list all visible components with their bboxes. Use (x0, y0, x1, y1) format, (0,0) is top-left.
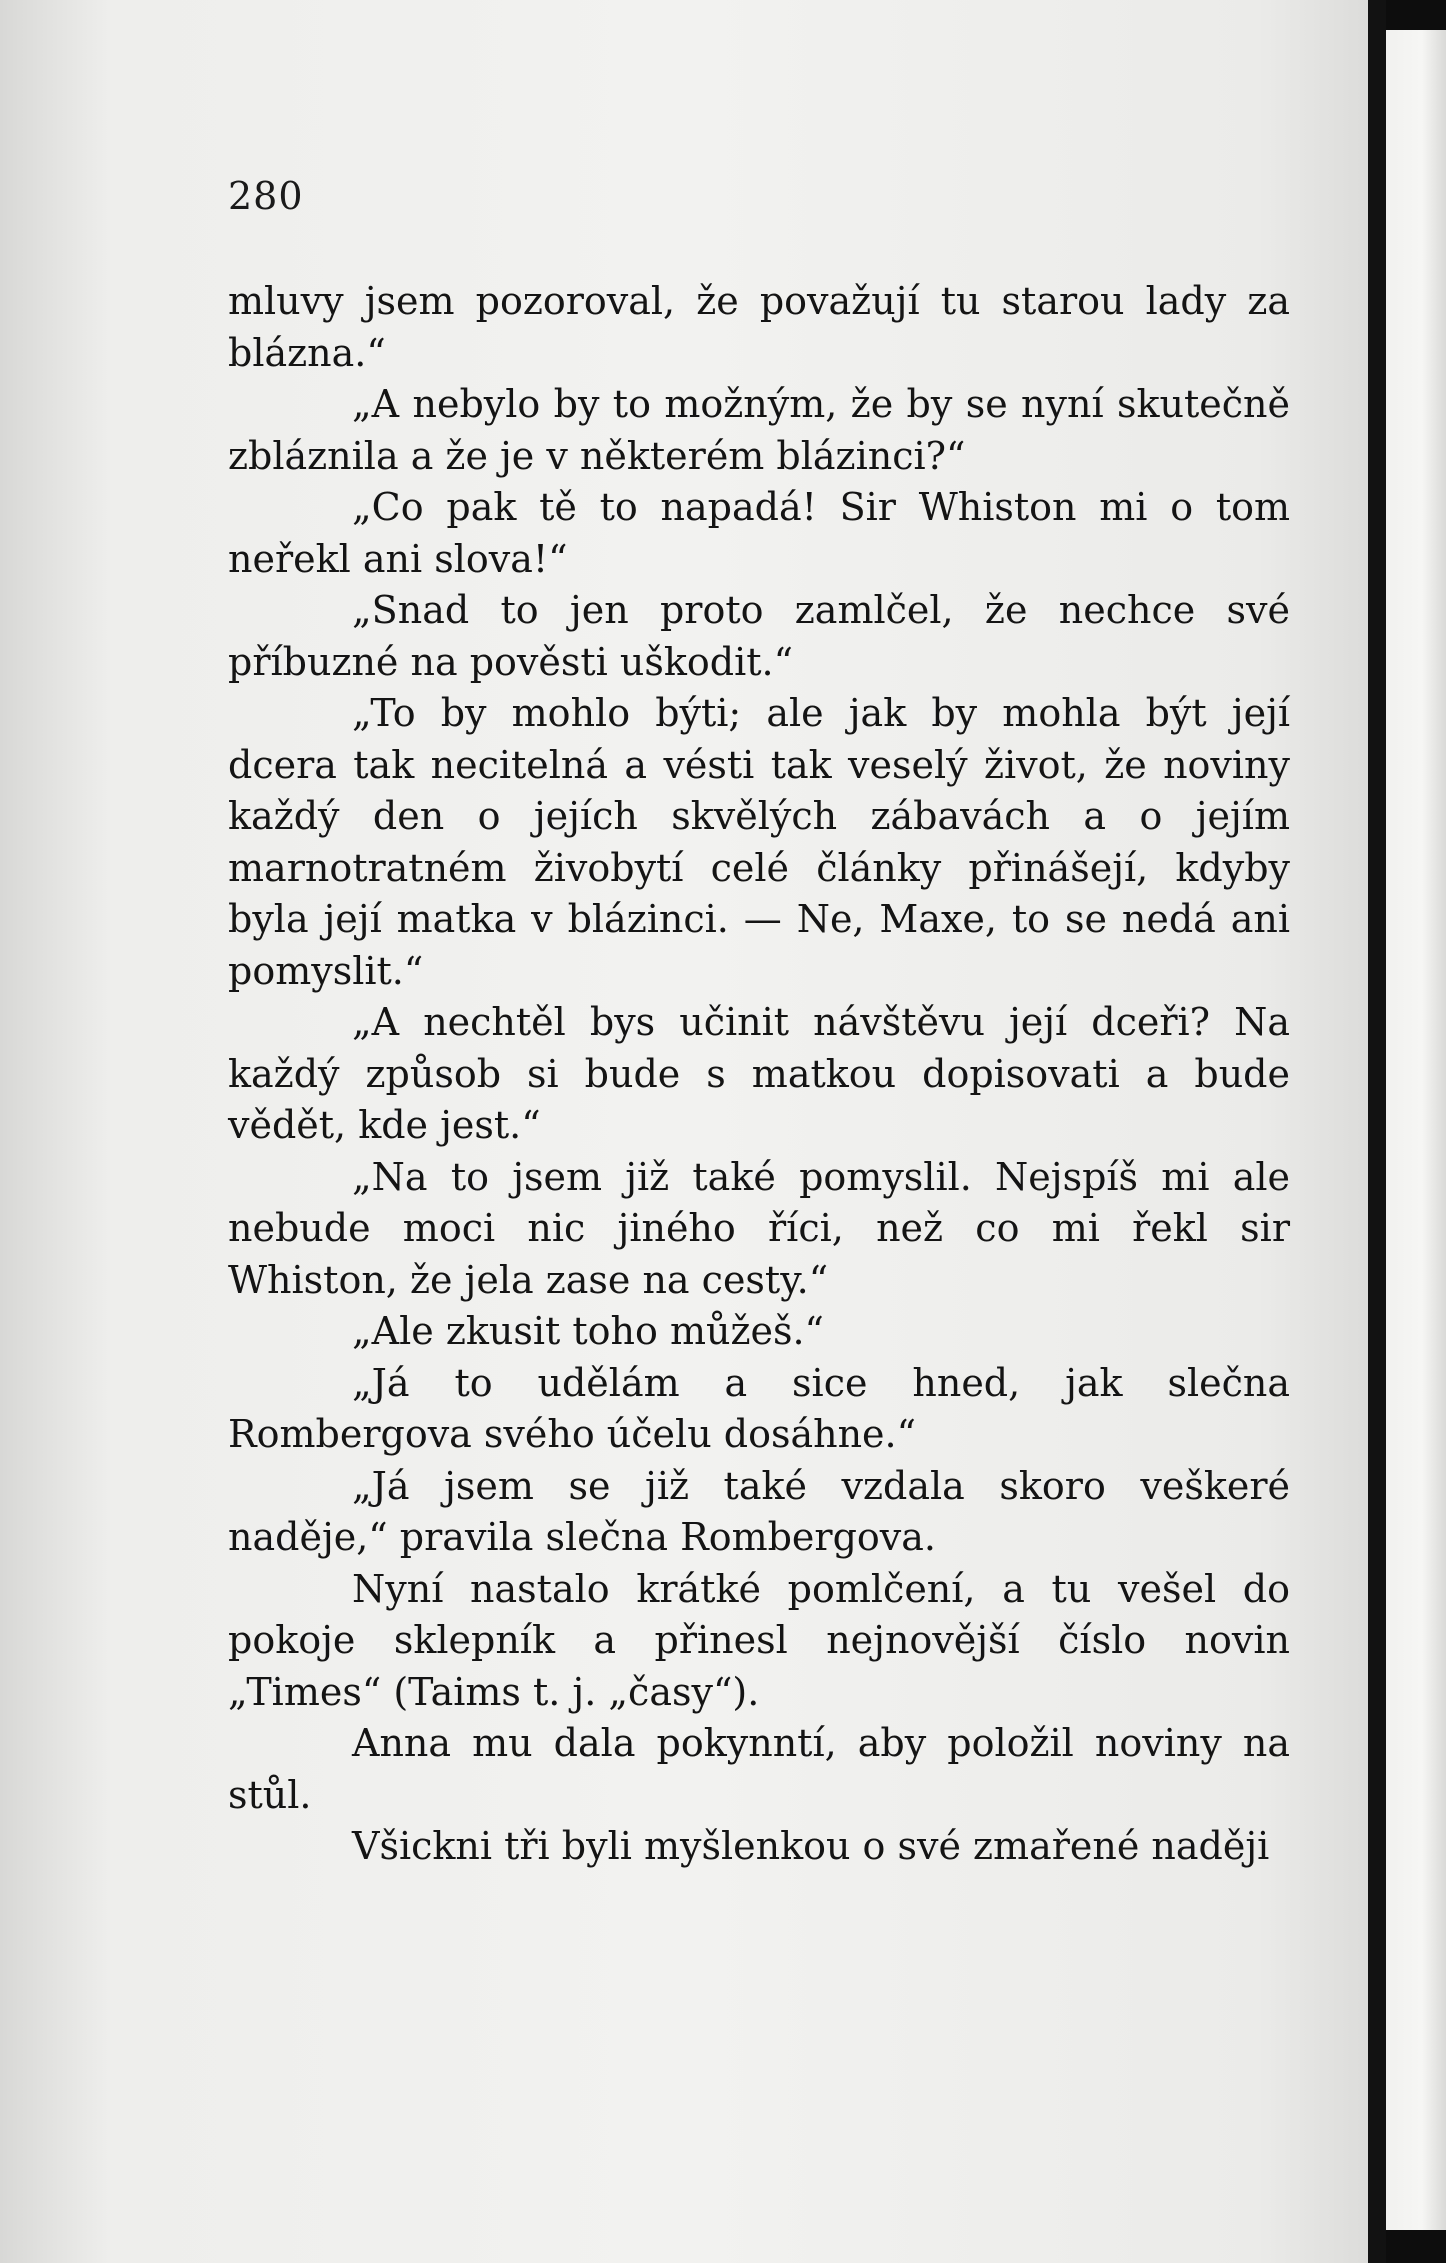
paragraph: „Snad to jen proto zamlčel, že nechce své příbuzné na pověsti uškodit.“ (228, 588, 1290, 684)
book-gutter (1368, 0, 1386, 2263)
paragraph: „A nechtěl bys učinit návštěvu její dceři? Na každý způsob si bude s matkou dopisovati a bude vědět, kde jest.“ (228, 1000, 1290, 1147)
paragraph: „Na to jsem již také pomyslil. Nejspíš mi ale nebude moci nic jiného říci, než co mi řekl sir Whiston, že jela zase na cesty.“ (228, 1154, 1290, 1302)
paragraph: mluvy jsem pozoroval, že považují tu starou lady za blázna.“ (228, 279, 1290, 375)
paragraph: „Ale zkusit toho můžeš.“ (352, 1309, 824, 1353)
paragraph: „To by mohlo býti; ale jak by mohla být její dcera tak necitelná a vésti tak veselý život, že noviny každý den o jejích skvělých zábavách a o jejím marnotratném živobytí celé články přinášejí, kdyby byla její matka v blázinci. — Ne, Maxe, to se nedá ani pomyslit.“ (228, 691, 1290, 993)
paragraph: „A nebylo by to možným, že by se nyní skutečně zbláznila a že je v některém blázinci?“ (228, 382, 1290, 478)
paragraph: Anna mu dala pokynntí, aby položil noviny na stůl. (228, 1721, 1290, 1817)
page-number: 280 (228, 174, 304, 218)
paragraph: „Co pak tě to napadá! Sir Whiston mi o tom neřekl ani slova!“ (228, 485, 1290, 581)
page-body-text (228, 276, 1290, 1873)
paragraph: „Já jsem se již také vzdala skoro veškeré naděje,“ pravila slečna Rombergova. (228, 1463, 1290, 1559)
paragraph: „Já to udělám a sice hned, jak slečna Rombergova svého účelu dosáhne.“ (228, 1360, 1290, 1456)
paragraph: Nyní nastalo krátké pomlčení, a tu vešel do pokoje sklepník a přinesl nejnovější číslo novin „Times“ (Taims t. j. „časy“). (228, 1566, 1290, 1714)
next-page-edge (1386, 30, 1446, 2230)
paragraph: Všickni tři byli myšlenkou o své zmařené naději (352, 1824, 1270, 1868)
